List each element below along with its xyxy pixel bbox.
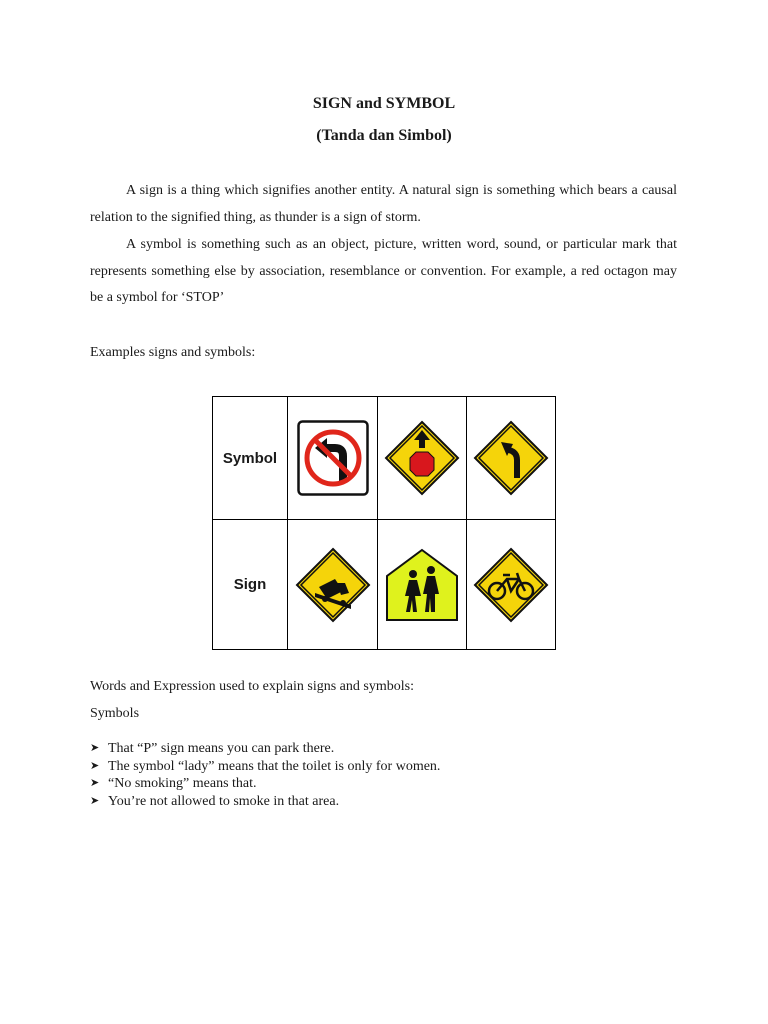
list-item [90, 793, 440, 811]
list-item-text: That “P” sign means you can park there. [108, 741, 335, 756]
list-item [90, 758, 440, 776]
signs-symbols-table [212, 396, 556, 650]
arrowhead-bullet-icon: ➤ [90, 777, 100, 789]
arrowhead-bullet-icon: ➤ [90, 742, 100, 754]
table-cell [288, 397, 378, 520]
left-curve-sign-icon [473, 420, 549, 496]
table-cell [467, 520, 556, 650]
table-row-sign [213, 520, 556, 650]
expression-list [90, 740, 440, 810]
bicycle-crossing-sign-icon [473, 547, 549, 623]
arrowhead-bullet-icon: ➤ [90, 794, 100, 807]
paragraph-symbol-definition: A symbol is something such as an object, picture, written word, sound, or particular mark that represents something else by association, resemblance or convention. For example, a red octagon may be a symbol for ‘STOP’ [90, 237, 677, 306]
table-cell [288, 520, 378, 650]
paragraph-sign-definition: A sign is a thing which signifies another entity. A natural sign is something which bears a causal relation to the signified thing, as thunder is a sign of storm. [90, 183, 677, 225]
table-cell [378, 520, 467, 650]
document-title: SIGN and SYMBOL [312, 95, 456, 112]
row-label-sign: Sign [213, 520, 288, 650]
list-item [90, 775, 440, 793]
table-cell [378, 397, 467, 520]
no-left-turn-sign-icon [297, 420, 369, 496]
list-item-text: You’re not allowed to smoke in that area. [108, 793, 340, 809]
school-crossing-sign-icon [385, 548, 459, 622]
symbols-heading: Symbols [90, 706, 140, 721]
list-item [90, 740, 440, 758]
arrowhead-bullet-icon: ➤ [90, 759, 100, 772]
table-row-symbol [213, 397, 556, 520]
document-subtitle: (Tanda dan Simbol) [316, 127, 452, 144]
examples-heading: Examples signs and symbols: [90, 345, 256, 360]
steep-grade-truck-sign-icon [295, 547, 371, 623]
words-heading: Words and Expression used to explain signs and symbols: [90, 679, 414, 694]
stop-ahead-sign-icon [384, 420, 460, 496]
table-cell [467, 397, 556, 520]
list-item-text: The symbol “lady” means that the toilet is only for women. [108, 758, 441, 774]
list-item-text: “No smoking” means that. [108, 776, 257, 791]
row-label-symbol: Symbol [213, 397, 288, 520]
